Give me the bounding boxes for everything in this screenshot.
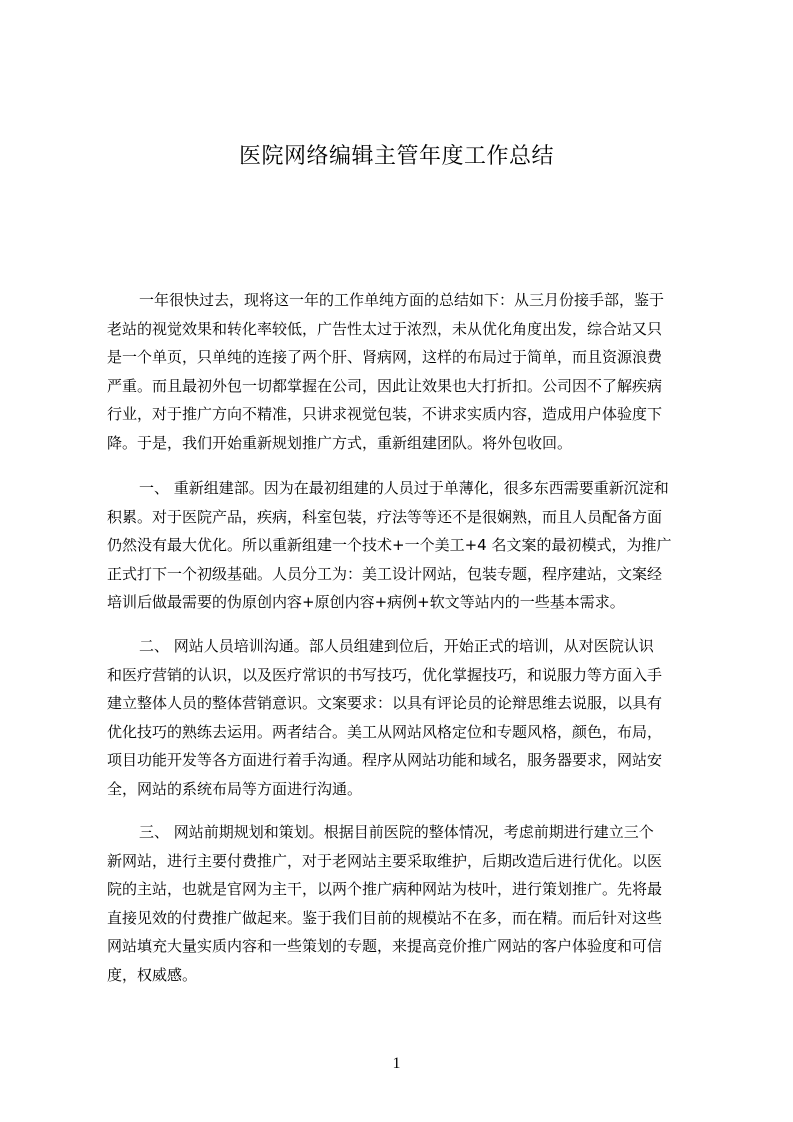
paragraph-line: 院的主站，也就是官网为主干，以两个推广病种网站为枝叶，进行策划推广。先将最 bbox=[107, 880, 663, 899]
paragraph-line: 行业，对于推广方向不精准，只讲求视觉包装，不讲求实质内容，造成用户体验度下 bbox=[107, 405, 663, 424]
page-number: 1 bbox=[392, 1055, 401, 1072]
paragraph-line: 项目功能开发等各方面进行着手沟通。程序从网站功能和域名，服务器要求，网站安 bbox=[107, 751, 663, 770]
paragraph-line: 积累。对于医院产品，疾病，科室包装，疗法等等还不是很娴熟，而且人员配备方面 bbox=[107, 507, 663, 526]
paragraph-line: 和医疗营销的认识，以及医疗常识的书写技巧，优化掌握技巧，和说服力等方面入手 bbox=[107, 665, 663, 684]
document-title: 医院网络编辑主管年度工作总结 bbox=[238, 144, 554, 169]
paragraph-section-1 bbox=[107, 474, 707, 617]
paragraph-line: 仍然没有最大优化。所以重新组建一个技术+一个美工+4 名文案的最初模式，为推广 bbox=[107, 536, 672, 555]
paragraph-line: 一、 重新组建部。因为在最初组建的人员过于单薄化，很多东西需要重新沉淀和 bbox=[139, 479, 669, 497]
paragraph-line: 网站填充大量实质内容和一些策划的专题，来提高竞价推广网站的客户体验度和可信 bbox=[107, 937, 663, 956]
paragraph-line: 是一个单页，只单纯的连接了两个肝、肾病网，这样的布局过于简单，而且资源浪费 bbox=[107, 348, 663, 367]
paragraph-line: 培训后做最需要的伪原创内容+原创内容+病例+软文等站内的一些基本需求。 bbox=[107, 593, 625, 612]
paragraph-line: 新网站，进行主要付费推广，对于老网站主要采取维护，后期改造后进行优化。以医 bbox=[107, 851, 663, 870]
paragraph-line: 全，网站的系统布局等方面进行沟通。 bbox=[107, 779, 363, 798]
paragraph-section-3 bbox=[107, 818, 707, 990]
paragraph-line: 直接见效的付费推广做起来。鉴于我们目前的规模站不在多，而在精。而后针对这些 bbox=[107, 908, 663, 927]
paragraph-line: 三、 网站前期规划和策划。根据目前医院的整体情况，考虑前期进行建立三个 bbox=[139, 823, 654, 841]
paragraph-line: 优化技巧的熟练去运用。两者结合。美工从网站风格定位和专题风格，颜色，布局， bbox=[107, 722, 663, 741]
paragraph-line: 二、 网站人员培训沟通。部人员组建到位后，开始正式的培训，从对医院认识 bbox=[139, 637, 654, 655]
paragraph-intro bbox=[107, 286, 707, 458]
paragraph-line: 老站的视觉效果和转化率较低，广告性太过于浓烈，未从优化角度出发，综合站又只 bbox=[107, 319, 663, 338]
paragraph-line: 建立整体人员的整体营销意识。文案要求：以具有评论员的论辩思维去说服，以具有 bbox=[107, 694, 663, 713]
paragraph-line: 度，权威感。 bbox=[107, 965, 198, 984]
paragraph-line: 正式打下一个初级基础。人员分工为：美工设计网站，包装专题，程序建站，文案经 bbox=[107, 564, 663, 583]
paragraph-line: 一年很快过去，现将这一年的工作单纯方面的总结如下：从三月份接手部，鉴于 bbox=[139, 291, 665, 309]
paragraph-line: 降。于是，我们开始重新规划推广方式，重新组建团队。将外包收回。 bbox=[107, 433, 573, 452]
paragraph-line: 严重。而且最初外包一切都掌握在公司，因此让效果也大打折扣。公司因不了解疾病 bbox=[107, 376, 663, 395]
paragraph-section-2 bbox=[107, 632, 707, 804]
